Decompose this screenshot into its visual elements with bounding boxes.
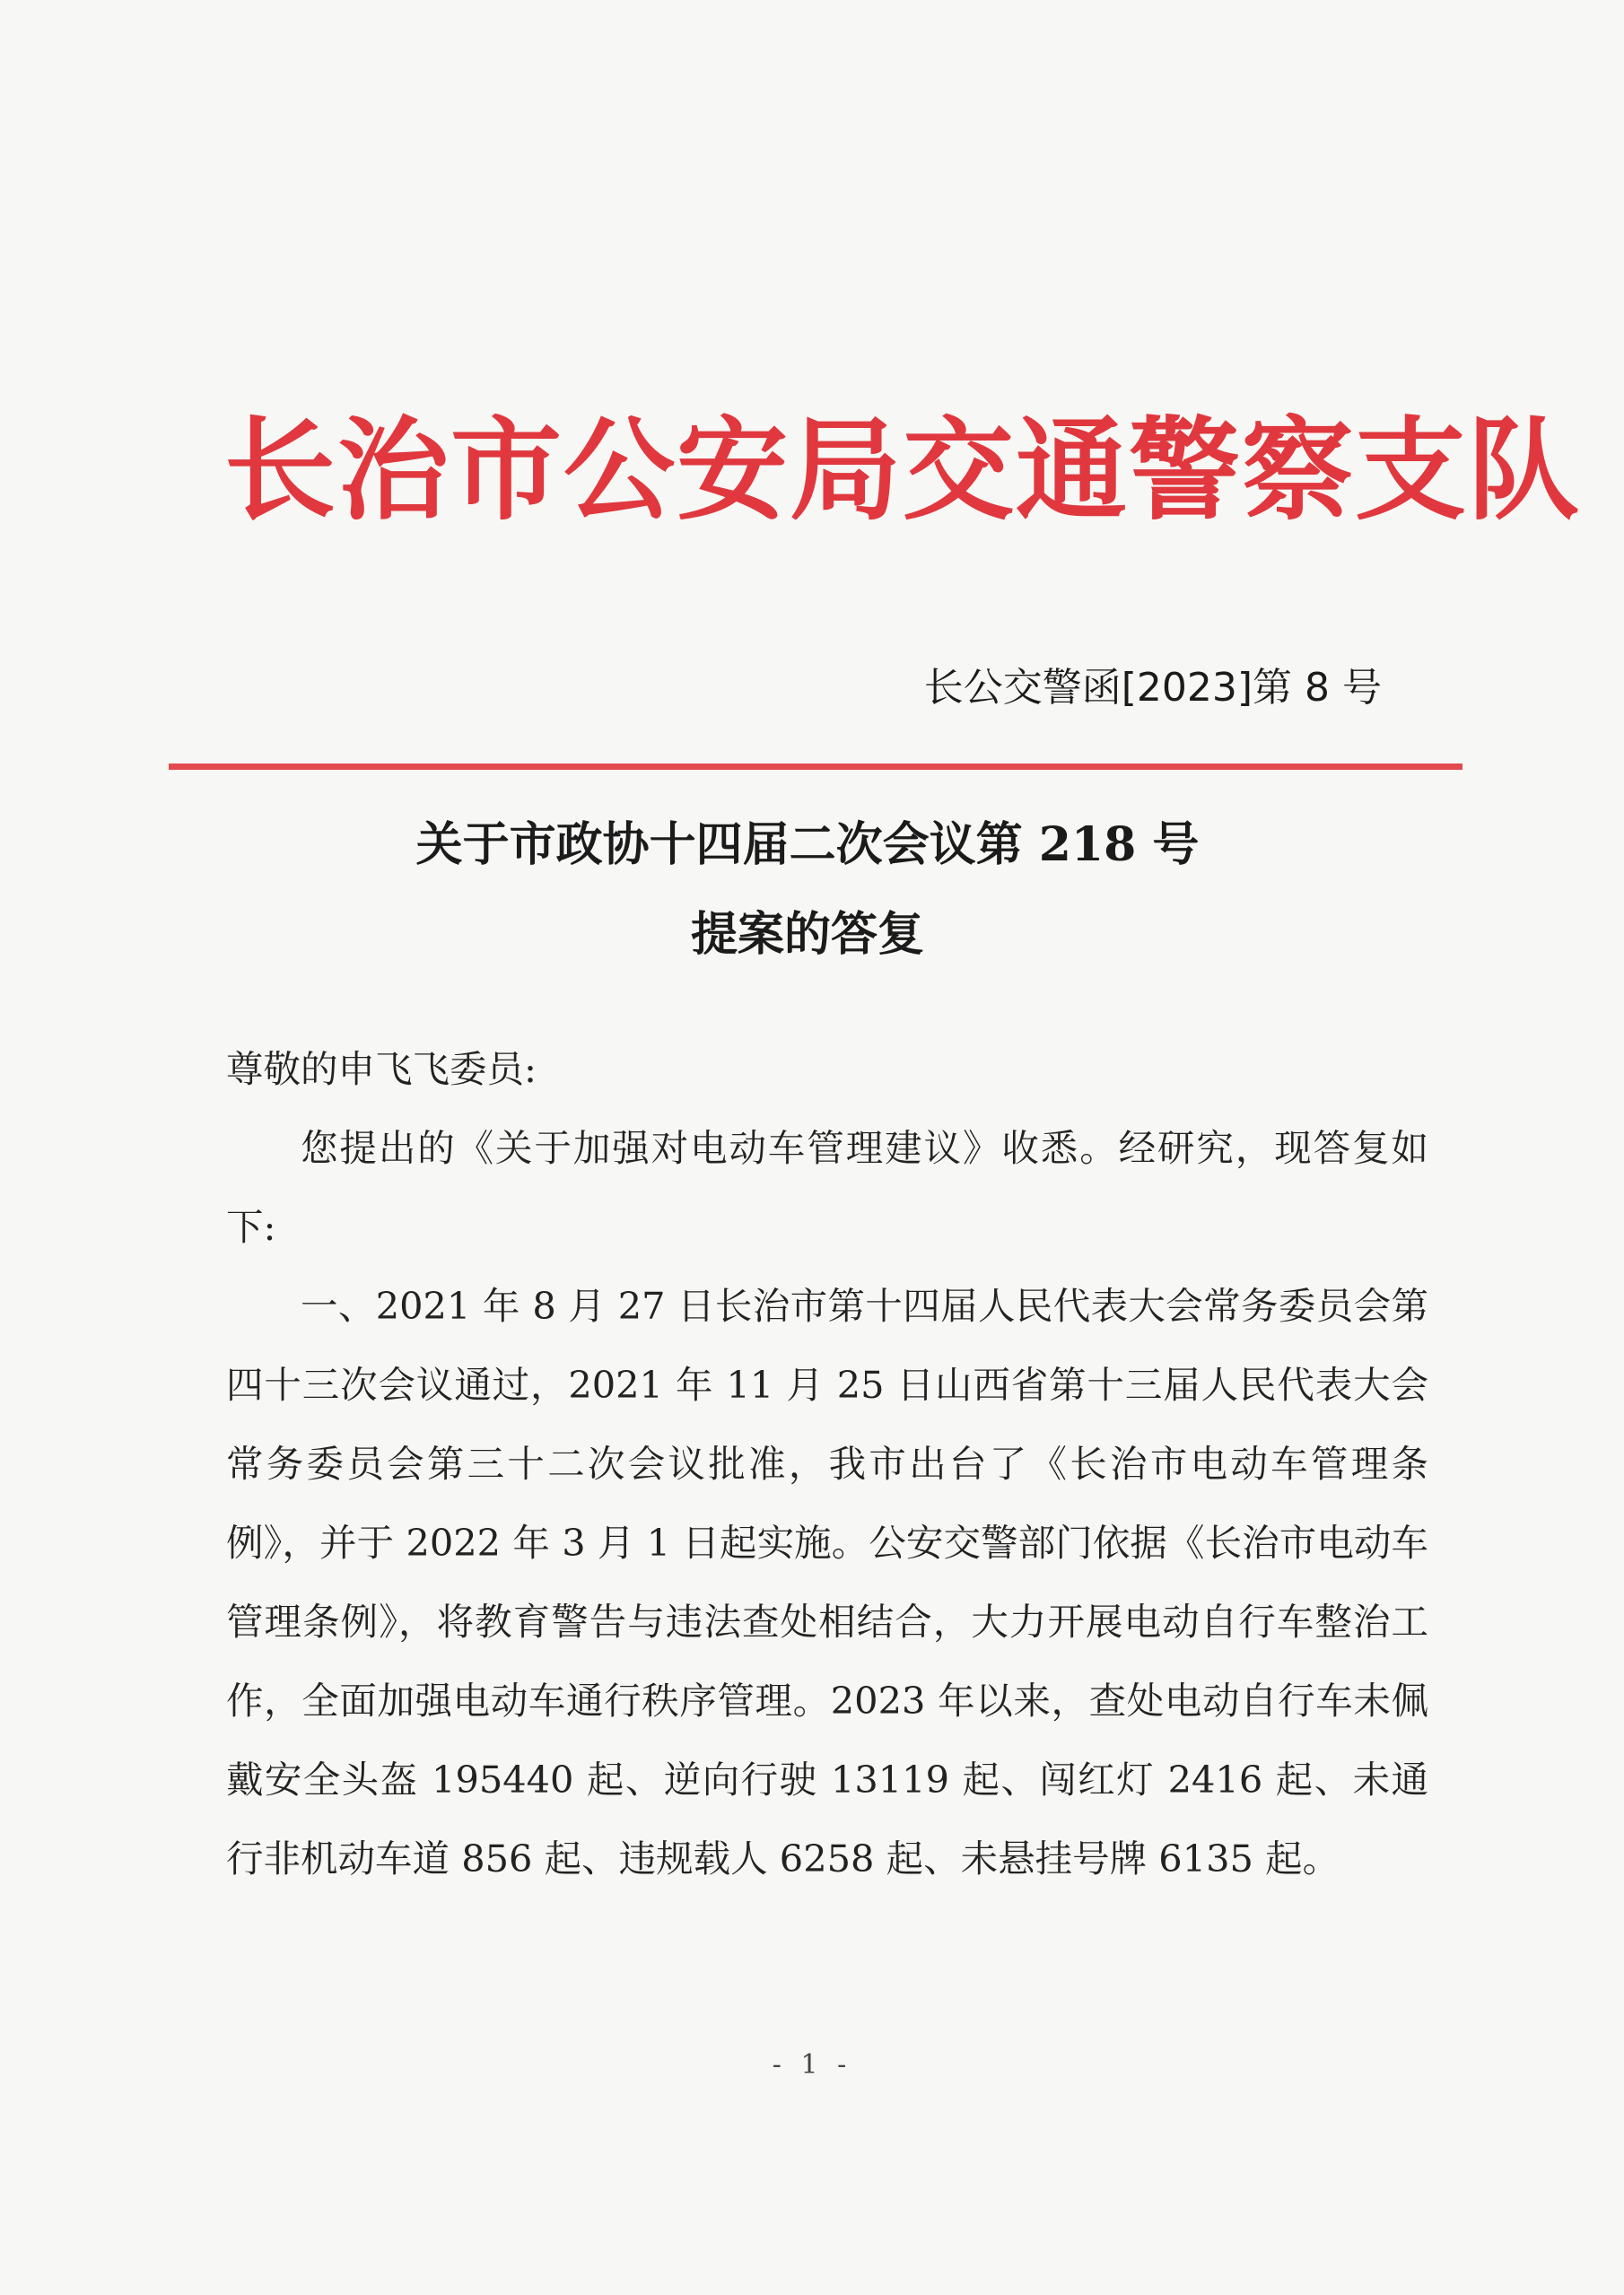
letter-body bbox=[226, 1030, 1428, 1898]
paragraph-acknowledgement: 您提出的《关于加强对电动车管理建议》收悉。经研究，现答复如下: bbox=[226, 1126, 1428, 1249]
document-title bbox=[269, 800, 1346, 980]
letterhead-title: 长治市公安局交通警察支队 bbox=[224, 406, 1582, 536]
salutation: 尊敬的申飞飞委员: bbox=[226, 1047, 537, 1091]
document-number: 长公交警函[2023]第 8 号 bbox=[923, 665, 1382, 711]
title-line-2: 提案的答复 bbox=[690, 907, 924, 962]
page-number: - 1 - bbox=[772, 2049, 852, 2081]
title-line-1: 关于市政协十四届二次会议第 218 号 bbox=[415, 817, 1200, 872]
paragraph-section-1: 一、2021 年 8 月 27 日长治市第十四届人民代表大会常务委员会第四十三次会议通过，2021 年 11 月 25 日山西省第十三届人民代表大会常务委员会第三十二次会议批准，我市出台了《长治市电动车管理条例》，并于 2022 年 3 月 1 日起实施。公安交警部门依据《长治市电动车管理条例》，将教育警告与违法查处相结合，大力开展电动自行车整治工作，全面加强电动车通行秩序管理。2023 年以来，查处电动自行车未佩戴安全头盔 195440 起、逆向行驶 13119 起、闯红灯 2416 起、未通行非机动车道 856 起、违规载人 6258 起、未悬挂号牌 6135 起。 bbox=[226, 1284, 1428, 1881]
red-separator-line bbox=[169, 764, 1462, 770]
